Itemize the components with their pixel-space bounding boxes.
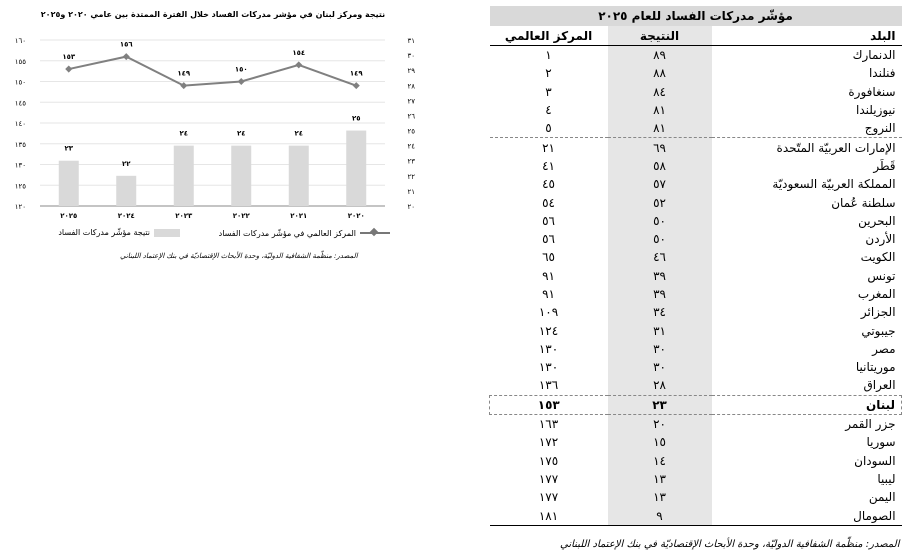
rank-marker — [238, 78, 245, 85]
rank-cell: ١٨١ — [490, 506, 608, 525]
right-tick-label: ٢٢ — [407, 172, 415, 181]
score-cell: ٤٦ — [608, 248, 712, 266]
table-row — [490, 83, 902, 101]
score-cell: ٢٣ — [608, 395, 712, 414]
rank-value-label: ١٤٩ — [177, 69, 191, 78]
rank-cell: ١٢٤ — [538, 323, 559, 338]
header-rank: المركز العالمي — [490, 26, 608, 46]
cpi-table — [489, 6, 902, 526]
table-row — [490, 285, 902, 303]
country-cell: اليمن — [868, 490, 896, 505]
country-cell: الجزائر — [860, 305, 896, 320]
left-tick-label: ١٦٠ — [14, 37, 26, 45]
score-cell: ٨١ — [608, 119, 712, 138]
bar — [289, 146, 309, 206]
rank-marker — [180, 82, 187, 89]
table-title-row — [490, 6, 902, 26]
left-tick-label: ١٢٠ — [14, 203, 26, 211]
score-cell: ٣٩ — [608, 267, 712, 285]
right-tick-label: ٢٥ — [407, 127, 415, 136]
rank-cell: ١٠٩ — [538, 305, 559, 320]
rank-cell: ٩١ — [542, 287, 555, 301]
rank-value-label: ١٥٤ — [292, 48, 306, 57]
category-label: ٢٠٢٤ — [117, 212, 135, 220]
country-cell: موريتانيا — [855, 360, 896, 375]
table-title: مؤشّر مدركات الفساد للعام ٢٠٢٥ — [490, 6, 902, 26]
country-cell: الكويت — [860, 250, 896, 265]
score-cell: ٣٠ — [608, 340, 712, 358]
chart-legend — [0, 228, 420, 242]
rank-cell: ٢١ — [490, 138, 608, 157]
score-cell: ٣٠ — [608, 358, 712, 376]
cpi-table-panel — [489, 6, 901, 526]
chart-title: نتيجة ومركز لبنان في مؤشر مدركات الفساد خلال الفترة الممتدة بين عامي ٢٠٢٠ و٢٠٢٥ — [40, 10, 386, 19]
bar-value-label: ٢٢ — [121, 159, 131, 168]
bar — [346, 131, 366, 206]
right-tick-label: ٢٨ — [407, 82, 415, 91]
table-row — [490, 488, 902, 506]
category-label: ٢٠٢٣ — [175, 212, 193, 220]
category-label: ٢٠٢٥ — [60, 212, 78, 220]
score-cell: ١٤ — [608, 452, 712, 470]
bar-value-label: ٢٤ — [236, 129, 246, 138]
score-cell: ٥٠ — [608, 230, 712, 248]
score-cell: ٣٤ — [608, 303, 712, 321]
country-cell: المغرب — [857, 287, 896, 301]
legend-item-score — [58, 228, 180, 237]
score-cell: ٨١ — [608, 101, 712, 119]
country-cell: تونس — [867, 268, 896, 283]
rank-value-label: ١٥٦ — [119, 40, 133, 49]
score-cell: ٣١ — [608, 321, 712, 339]
table-row — [490, 340, 902, 358]
table-row — [490, 321, 902, 339]
header-country: البلد — [712, 26, 902, 46]
rank-cell: ٤ — [545, 103, 552, 118]
rank-cell: ١٣٠ — [538, 360, 559, 375]
right-tick-label: ٢٠ — [407, 203, 415, 211]
bar — [231, 146, 251, 206]
table-source: المصدر: منظّمة الشفافية الدوليّة، وحدة الأبحاث الإقتصاديّة في بنك الإعتماد اللبناني — [560, 539, 900, 550]
table-row — [490, 433, 902, 451]
rank-value-label: ١٤٩ — [349, 69, 363, 78]
table-row — [490, 175, 902, 193]
bar-value-label: ٢٤ — [179, 129, 189, 138]
header-score: النتيجة — [608, 26, 712, 46]
rank-value-label: ١٥٣ — [62, 53, 76, 62]
score-cell: ٢٨ — [608, 376, 712, 395]
table-row — [490, 267, 902, 285]
rank-cell: ١٧٢ — [538, 435, 559, 450]
table-row — [490, 138, 902, 157]
left-tick-label: ١٣٥ — [14, 140, 26, 149]
table-row — [490, 358, 902, 376]
category-label: ٢٠٢١ — [290, 212, 308, 220]
table-row — [490, 506, 902, 525]
legend-label-rank: المركز العالمي في مؤشّر مدركات الفساد — [218, 228, 356, 238]
rank-cell: ١٧٧ — [538, 490, 559, 505]
table-header-row — [490, 26, 902, 46]
table-row — [490, 376, 902, 395]
legend-label-score: نتيجة مؤشّر مدركات الفساد — [58, 228, 150, 237]
left-tick-label: ١٣٠ — [14, 161, 26, 170]
score-cell: ٩ — [608, 506, 712, 525]
legend-line-swatch — [360, 228, 390, 238]
country-cell: جيبوتي — [861, 323, 896, 338]
right-tick-label: ٣١ — [407, 37, 415, 45]
left-tick-label: ١٤٠ — [14, 120, 26, 128]
left-tick-label: ١٢٥ — [14, 182, 26, 191]
bar — [59, 161, 79, 206]
rank-cell: ١ — [545, 48, 552, 63]
rank-cell: ٦٥ — [542, 250, 555, 265]
rank-cell: ١٧٧ — [538, 471, 559, 486]
score-cell: ٥٧ — [608, 175, 712, 193]
country-cell: الصومال — [712, 506, 902, 525]
category-label: ٢٠٢٠ — [347, 212, 365, 220]
score-cell: ٨٤ — [608, 83, 712, 101]
table-row — [490, 414, 902, 433]
score-cell: ٢٠ — [608, 414, 712, 433]
bar-value-label: ٢٤ — [294, 129, 304, 138]
left-tick-label: ١٥٠ — [14, 78, 26, 87]
country-cell: الإمارات العربيّة المتّحدة — [712, 138, 902, 157]
category-label: ٢٠٢٢ — [232, 212, 250, 220]
country-cell: قَطَر — [873, 158, 896, 173]
left-tick-label: ١٤٥ — [14, 99, 26, 108]
country-cell: المملكة العربيّة السعوديّة — [772, 177, 896, 192]
rank-marker — [123, 53, 130, 60]
rank-cell: ٥٤ — [542, 195, 555, 210]
table-row — [490, 212, 902, 230]
score-cell: ٦٩ — [608, 138, 712, 157]
score-cell: ٥٨ — [608, 157, 712, 175]
score-cell: ١٥ — [608, 433, 712, 451]
right-tick-label: ٢٩ — [407, 67, 415, 76]
country-cell: الدنمارك — [852, 48, 896, 63]
country-cell: النروج — [864, 121, 896, 136]
rank-marker — [353, 82, 360, 89]
country-cell: نيوزيلندا — [856, 103, 896, 118]
legend-item-rank — [219, 228, 390, 238]
country-cell: فنلندا — [868, 66, 896, 81]
bar-value-label: ٢٣ — [64, 144, 74, 153]
rank-cell: ٤١ — [542, 158, 555, 173]
rank-cell: ١٥٣ — [490, 395, 608, 414]
rank-cell: ٥٦ — [542, 213, 555, 228]
right-tick-label: ٢٣ — [407, 157, 415, 166]
combo-chart — [0, 0, 420, 280]
table-row — [490, 193, 902, 211]
rank-cell: ٤٥ — [542, 177, 555, 192]
rank-cell: ١٦٣ — [538, 417, 559, 432]
table-row — [490, 470, 902, 488]
table-row — [490, 303, 902, 321]
right-tick-label: ٣٠ — [407, 52, 415, 61]
rank-marker — [295, 61, 302, 68]
right-tick-label: ٢١ — [407, 187, 415, 196]
country-cell: مصر — [872, 341, 896, 356]
score-cell: ١٣ — [608, 470, 712, 488]
country-cell: سلطنة عُمان — [831, 195, 896, 210]
score-cell: ١٣ — [608, 488, 712, 506]
rank-cell: ٥ — [545, 121, 552, 136]
right-tick-label: ٢٧ — [407, 97, 415, 106]
rank-marker — [65, 66, 72, 73]
score-cell: ٥٢ — [608, 193, 712, 211]
score-cell: ٨٨ — [608, 64, 712, 82]
table-row — [490, 157, 902, 175]
country-cell: العراق — [863, 378, 896, 393]
score-cell: ٨٩ — [608, 46, 712, 65]
table-row — [490, 248, 902, 266]
rank-cell: ٥٦ — [542, 232, 555, 247]
table-row — [490, 64, 902, 82]
rank-cell: ٢ — [545, 66, 552, 81]
rank-cell: ١٣٦ — [538, 378, 559, 393]
bar — [174, 146, 194, 206]
table-row — [490, 452, 902, 470]
legend-bar-swatch — [154, 229, 180, 237]
table-row — [490, 395, 902, 414]
chart-source: المصدر: منظّمة الشفافية الدوليّة، وحدة الأبحاث الإقتصاديّة في بنك الإعتماد اللبناني — [120, 252, 358, 260]
left-tick-label: ١٥٥ — [14, 57, 26, 66]
country-cell: الأردن — [865, 232, 896, 247]
rank-cell: ١٧٥ — [538, 453, 559, 468]
country-cell: البحرين — [858, 213, 896, 228]
table-row — [490, 101, 902, 119]
country-cell: ليبيا — [877, 471, 896, 486]
table-row — [490, 46, 902, 65]
bar-value-label: ٢٥ — [351, 114, 361, 123]
score-cell: ٣٩ — [608, 285, 712, 303]
country-cell: سوريا — [866, 435, 896, 450]
rank-value-label: ١٥٠ — [234, 65, 248, 74]
country-cell: السودان — [854, 453, 896, 468]
rank-cell: ٩١ — [542, 268, 555, 283]
country-cell: لبنان — [712, 395, 902, 414]
chart-plot — [0, 0, 420, 230]
country-cell: جزر القمر — [845, 417, 896, 432]
rank-cell: ٣ — [545, 84, 552, 99]
table-row — [490, 230, 902, 248]
score-cell: ٥٠ — [608, 212, 712, 230]
table-body — [490, 46, 902, 526]
right-tick-label: ٢٦ — [407, 112, 415, 121]
bar — [116, 176, 136, 206]
country-cell: سنغافورة — [848, 84, 896, 99]
right-tick-label: ٢٤ — [407, 142, 415, 151]
table-row — [490, 119, 902, 138]
rank-cell: ١٣٠ — [538, 341, 559, 356]
